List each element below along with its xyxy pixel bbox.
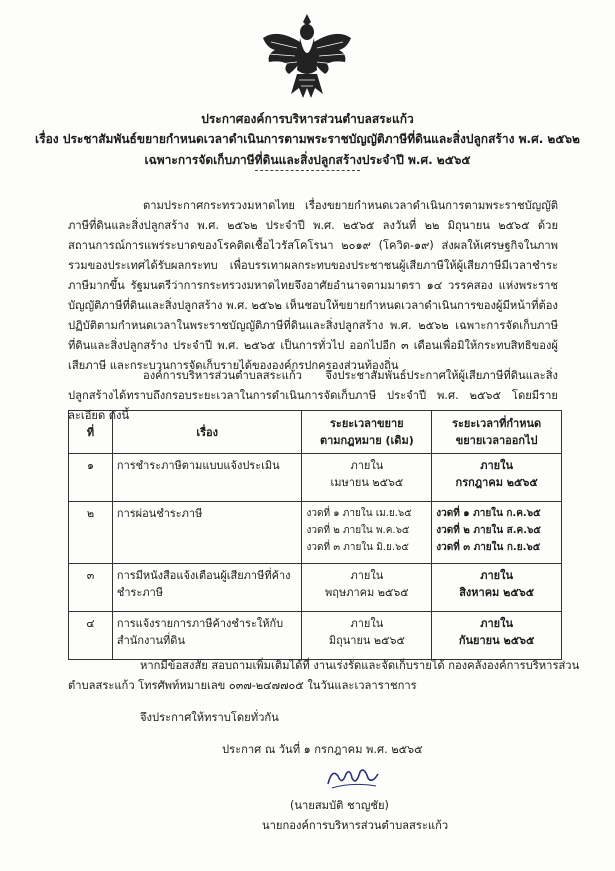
garuda-emblem-icon xyxy=(257,8,357,104)
row-original: ภายใน พฤษภาคม ๒๕๖๕ xyxy=(302,564,432,612)
row-subject: การผ่อนชำระภาษี xyxy=(112,502,302,564)
table-row xyxy=(69,502,562,564)
row-no: ๒ xyxy=(69,502,113,564)
header-no: ที่ xyxy=(69,411,113,454)
header-extended: ระยะเวลาที่กำหนด ขยายเวลาออกไป xyxy=(432,411,562,454)
table-row xyxy=(69,564,562,612)
announcement-org-title: ประกาศองค์การบริหารส่วนตำบลสระแก้ว xyxy=(201,112,414,126)
subject-line-1: เรื่อง ประชาสัมพันธ์ขยายกำหนดเวลาดำเนินการตามพระราชบัญญัติภาษีที่ดินและสิ่งปลูกสร้าง พ.ศ. ๒๕๖๒ xyxy=(35,132,580,146)
title-divider xyxy=(255,170,360,171)
header-subject: เรื่อง xyxy=(112,411,302,454)
announce-date: ประกาศ ณ วันที่ ๑ กรกฎาคม พ.ศ. ๒๕๖๕ xyxy=(222,743,423,756)
row-no: ๑ xyxy=(69,454,113,502)
row-original: งวดที่ ๑ ภายใน เม.ย.๖๕ งวดที่ ๒ ภายใน พ.ค.๖๕ งวดที่ ๓ ภายใน มิ.ย.๖๕ xyxy=(302,502,432,564)
row-subject: การมีหนังสือแจ้งเตือนผู้เสียภาษีที่ค้างชำระภาษี xyxy=(112,564,302,612)
table-header-row xyxy=(69,411,562,454)
row-extended: ภายใน กันยายน ๒๕๖๕ xyxy=(432,612,562,660)
row-original: ภายใน เมษายน ๒๕๖๕ xyxy=(302,454,432,502)
subject-line-2: เฉพาะการจัดเก็บภาษีที่ดินและสิ่งปลูกสร้างประจำปี พ.ศ. ๒๕๖๕ xyxy=(144,153,471,167)
row-subject: การชำระภาษีตามแบบแจ้งประเมิน xyxy=(112,454,302,502)
signer-title: นายกองค์การบริหารส่วนตำบลสระแก้ว xyxy=(262,819,449,832)
contact-line-1: หากมีข้อสงสัย สอบถามเพิ่มเติมได้ที่ งานเร่งรัดและจัดเก็บรายได้ กองคลังองค์การบริหารส่วน xyxy=(140,659,580,672)
row-extended: ภายใน สิงหาคม ๒๕๖๕ xyxy=(432,564,562,612)
table-row xyxy=(69,454,562,502)
signer-name: (นายสมบัติ ชาญชัย) xyxy=(290,799,389,812)
row-extended: งวดที่ ๑ ภายใน ก.ค.๖๕ งวดที่ ๒ ภายใน ส.ค.๖๕ งวดที่ ๓ ภายใน ก.ย.๖๕ xyxy=(432,502,562,564)
row-no: ๓ xyxy=(69,564,113,612)
row-extended: ภายใน กรกฎาคม ๒๕๖๕ xyxy=(432,454,562,502)
table-row xyxy=(69,612,562,660)
row-subject: การแจ้งรายการภาษีค้างชำระให้กับสำนักงานที่ดิน xyxy=(112,612,302,660)
schedule-table xyxy=(68,410,562,660)
announce-text: จึงประกาศให้ทราบโดยทั่วกัน xyxy=(140,711,279,724)
signature-image xyxy=(322,764,382,792)
row-original: ภายใน มิถุนายน ๒๕๖๕ xyxy=(302,612,432,660)
body-paragraph-2: องค์การบริหารส่วนตำบลสระแก้ว จึงประชาสัมพันธ์ประกาศให้ผู้เสียภาษีที่ดินและสิ่งปลูกสร้างได้ทราบถึงกรอบระยะเวลาในการดำเนินการจัดเก็บภาษี ประจำปี พ.ศ. ๒๕๖๕ โดยมีรายละเอียด ดังนี้ xyxy=(68,369,558,422)
row-no: ๔ xyxy=(69,612,113,660)
body-paragraph-1: ตามประกาศกระทรวงมหาดไทย เรื่องขยายกำหนดเวลาดำเนินการตามพระราชบัญญัติภาษีที่ดินและสิ่งปลูกสร้าง พ.ศ. ๒๕๖๒ ประจำปี พ.ศ. ๒๕๖๕ ลงวันที่ ๒๒ มิถุนายน ๒๕๖๕ ด้วยสถานการณ์การแพร่ระบาดของโรคติดเชื้อไวรัสโคโรนา ๒๐๑๙ (โควิด-๑๙) ส่งผลให้เศรษฐกิจในภาพรวมของประเทศได้รับผลกระทบ เพื่อบรรเทาผลกระทบของประชาชนผู้เสียภาษีให้ผู้เสียภาษีมีเวลาชำระภาษีมากขึ้น รัฐมนตรีว่าการกระทรวงมหาดไทยจึงอาศัยอำนาจตามมาตรา ๑๔ วรรคสอง แห่งพระราชบัญญัติภาษีที่ดินและสิ่งปลูกสร้าง พ.ศ. ๒๕๖๒ เห็นชอบให้ขยายกำหนดเวลาดำเนินการของผู้มีหน้าที่ต้องปฏิบัติตามกำหนดเวลาในพระราชบัญญัติภาษีที่ดินและสิ่งปลูกสร้าง พ.ศ. ๒๕๖๒ เฉพาะการจัดเก็บภาษีที่ดินและสิ่งปลูกสร้าง ประจำปี พ.ศ. ๒๕๖๕ เป็นการทั่วไป ออกไปอีก ๓ เดือนเพื่อมิให้กระทบสิทธิของผู้เสียภาษี และกระบวนการจัดเก็บรายได้ขององค์กรปกครองส่วนท้องถิ่น xyxy=(68,199,558,372)
contact-line-2: ตำบลสระแก้ว โทรศัพท์หมายเลข ๐๓๗-๒๔๗๗๐๕ ในวันและเวลาราชการ xyxy=(68,679,417,692)
header-original: ระยะเวลาขยาย ตามกฎหมาย (เดิม) xyxy=(302,411,432,454)
